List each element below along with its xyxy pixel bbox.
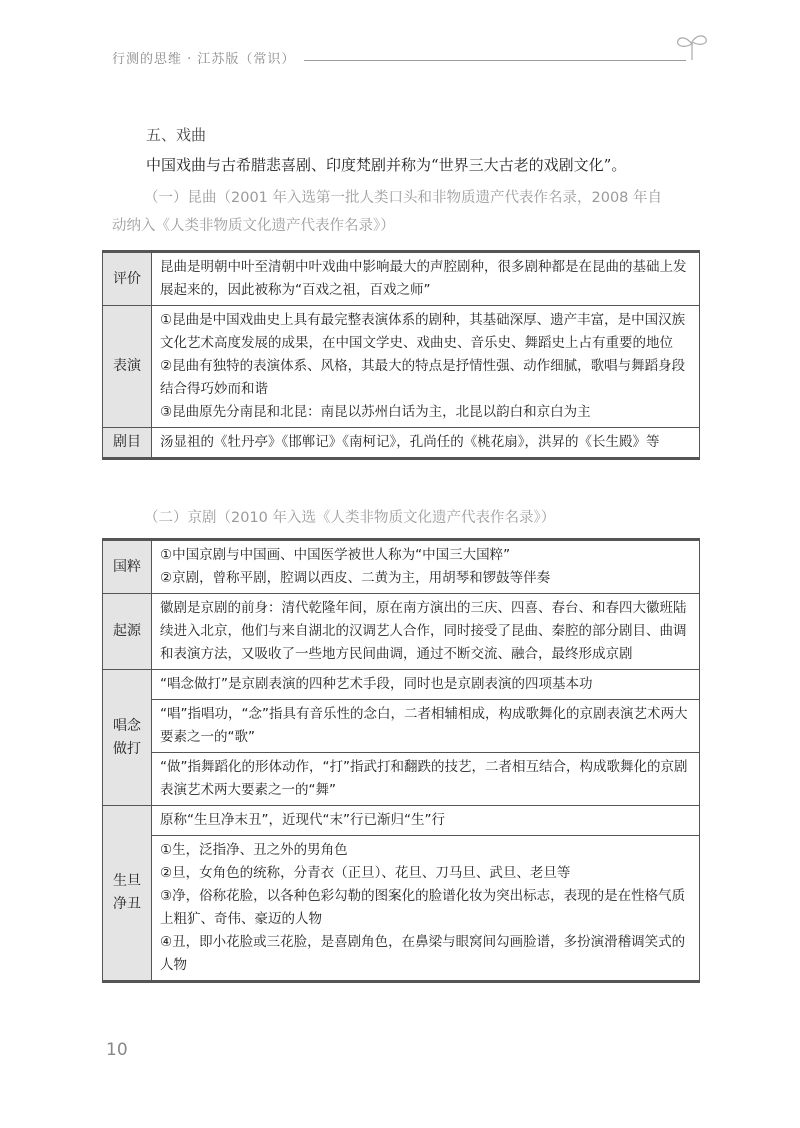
row-label (103, 806, 152, 982)
sprout-icon (672, 32, 712, 62)
list-item: ②京剧，曾称平剧，腔调以西皮、二黄为主，用胡琴和锣鼓等伴奏 (160, 570, 551, 586)
table-row (103, 700, 700, 753)
row-label (103, 670, 152, 806)
row-label: 评价 (103, 252, 152, 306)
list-item: ①昆曲是中国戏曲史上具有最完整表演体系的剧种，其基础深厚、遗产丰富，是中国汉族文化艺术高度发展的成果，在中国文学史、戏曲史、音乐史、舞蹈史上占有重要的地位 (160, 312, 686, 351)
row-content: 原称“生旦净末丑”，近现代“末”行已渐归“生”行 (152, 806, 700, 836)
row-content: “做”指舞蹈化的形体动作，“打”指武打和翻跌的技艺，二者相互结合，构成歌舞化的京剧表演艺术两大要素之一的“舞” (152, 753, 700, 806)
table-row (103, 836, 700, 982)
label-line: 生旦 (113, 873, 141, 889)
table-row (103, 540, 700, 594)
section-title: 五、戏曲 (146, 126, 207, 144)
table-row (103, 806, 700, 836)
section-intro: 中国戏曲与古希腊悲喜剧、印度梵剧并称为“世界三大古老的戏剧文化”。 (146, 156, 627, 174)
row-content (152, 836, 700, 982)
table-row (103, 306, 700, 428)
row-content (152, 540, 700, 594)
jingju-heading-text: （二）京剧（2010 年入选《人类非物质文化遗产代表作名录》） (144, 510, 556, 526)
list-item: ②旦，女角色的统称，分青衣（正旦）、花旦、刀马旦、武旦、老旦等 (160, 865, 571, 881)
kunqu-table (102, 250, 700, 460)
list-item: ④丑，即小花脸或三花脸，是喜剧角色，在鼻梁与眼窝间勾画脸谱，多扮演滑稽调笑式的人物 (160, 934, 686, 973)
row-label: 国粹 (103, 540, 152, 594)
kunqu-heading-line2: 动纳入《人类非物质文化遗产代表作名录》） (112, 218, 395, 234)
page-number: 10 (106, 1040, 128, 1060)
row-content (152, 306, 700, 428)
jingju-table (102, 538, 700, 983)
row-content: 汤显祖的《牡丹亭》《邯郸记》《南柯记》，孔尚任的《桃花扇》，洪昇的《长生殿》等 (152, 428, 700, 459)
jingju-heading (112, 504, 712, 532)
row-label: 表演 (103, 306, 152, 428)
row-content: “唱”指唱功，“念”指具有音乐性的念白，二者相辅相成，构成歌舞化的京剧表演艺术两大要素之一的“歌” (152, 700, 700, 753)
header-title: 行测的思维 · 江苏版（常识） (112, 52, 296, 67)
header-rule (304, 60, 686, 61)
list-item: ③净，俗称花脸，以各种色彩勾勒的图案化的脸谱化妆为突出标志，表现的是在性格气质上粗犷、奇伟、豪迈的人物 (160, 888, 686, 927)
list-item: ①中国京剧与中国画、中国医学被世人称为“中国三大国粹” (160, 547, 511, 563)
table-row (103, 252, 700, 306)
table-row (103, 594, 700, 670)
table-row (103, 428, 700, 459)
table-row (103, 753, 700, 806)
label-line: 唱念 (113, 717, 141, 734)
label-line: 做打 (113, 740, 141, 757)
kunqu-heading-line1: （一）昆曲（2001 年入选第一批人类口头和非物质遗产代表作名录，2008 年自 (144, 190, 663, 206)
label-line: 净丑 (113, 896, 141, 912)
row-content: 徽剧是京剧的前身：清代乾隆年间，原在南方演出的三庆、四喜、春台、和春四大徽班陆续进入北京，他们与来自湖北的汉调艺人合作，同时接受了昆曲、秦腔的部分剧目、曲调和表演方法，又吸收了一些地方民间曲调，通过不断交流、融合，最终形成京剧 (152, 594, 700, 670)
running-header (112, 44, 712, 72)
row-label: 起源 (103, 594, 152, 670)
kunqu-heading (112, 184, 712, 240)
table-row (103, 670, 700, 700)
row-label: 剧目 (103, 428, 152, 459)
list-item: ②昆曲有独特的表演体系、风格，其最大的特点是抒情性强、动作细腻，歌唱与舞蹈身段结合得巧妙而和谐 (160, 358, 686, 397)
row-content: 昆曲是明朝中叶至清朝中叶戏曲中影响最大的声腔剧种，很多剧种都是在昆曲的基础上发展起来的，因此被称为“百戏之祖，百戏之师” (152, 252, 700, 306)
row-content: “唱念做打”是京剧表演的四种艺术手段，同时也是京剧表演的四项基本功 (152, 670, 700, 700)
list-item: ③昆曲原先分南昆和北昆：南昆以苏州白话为主，北昆以韵白和京白为主 (160, 404, 591, 420)
list-item: ①生，泛指净、丑之外的男角色 (160, 842, 348, 858)
